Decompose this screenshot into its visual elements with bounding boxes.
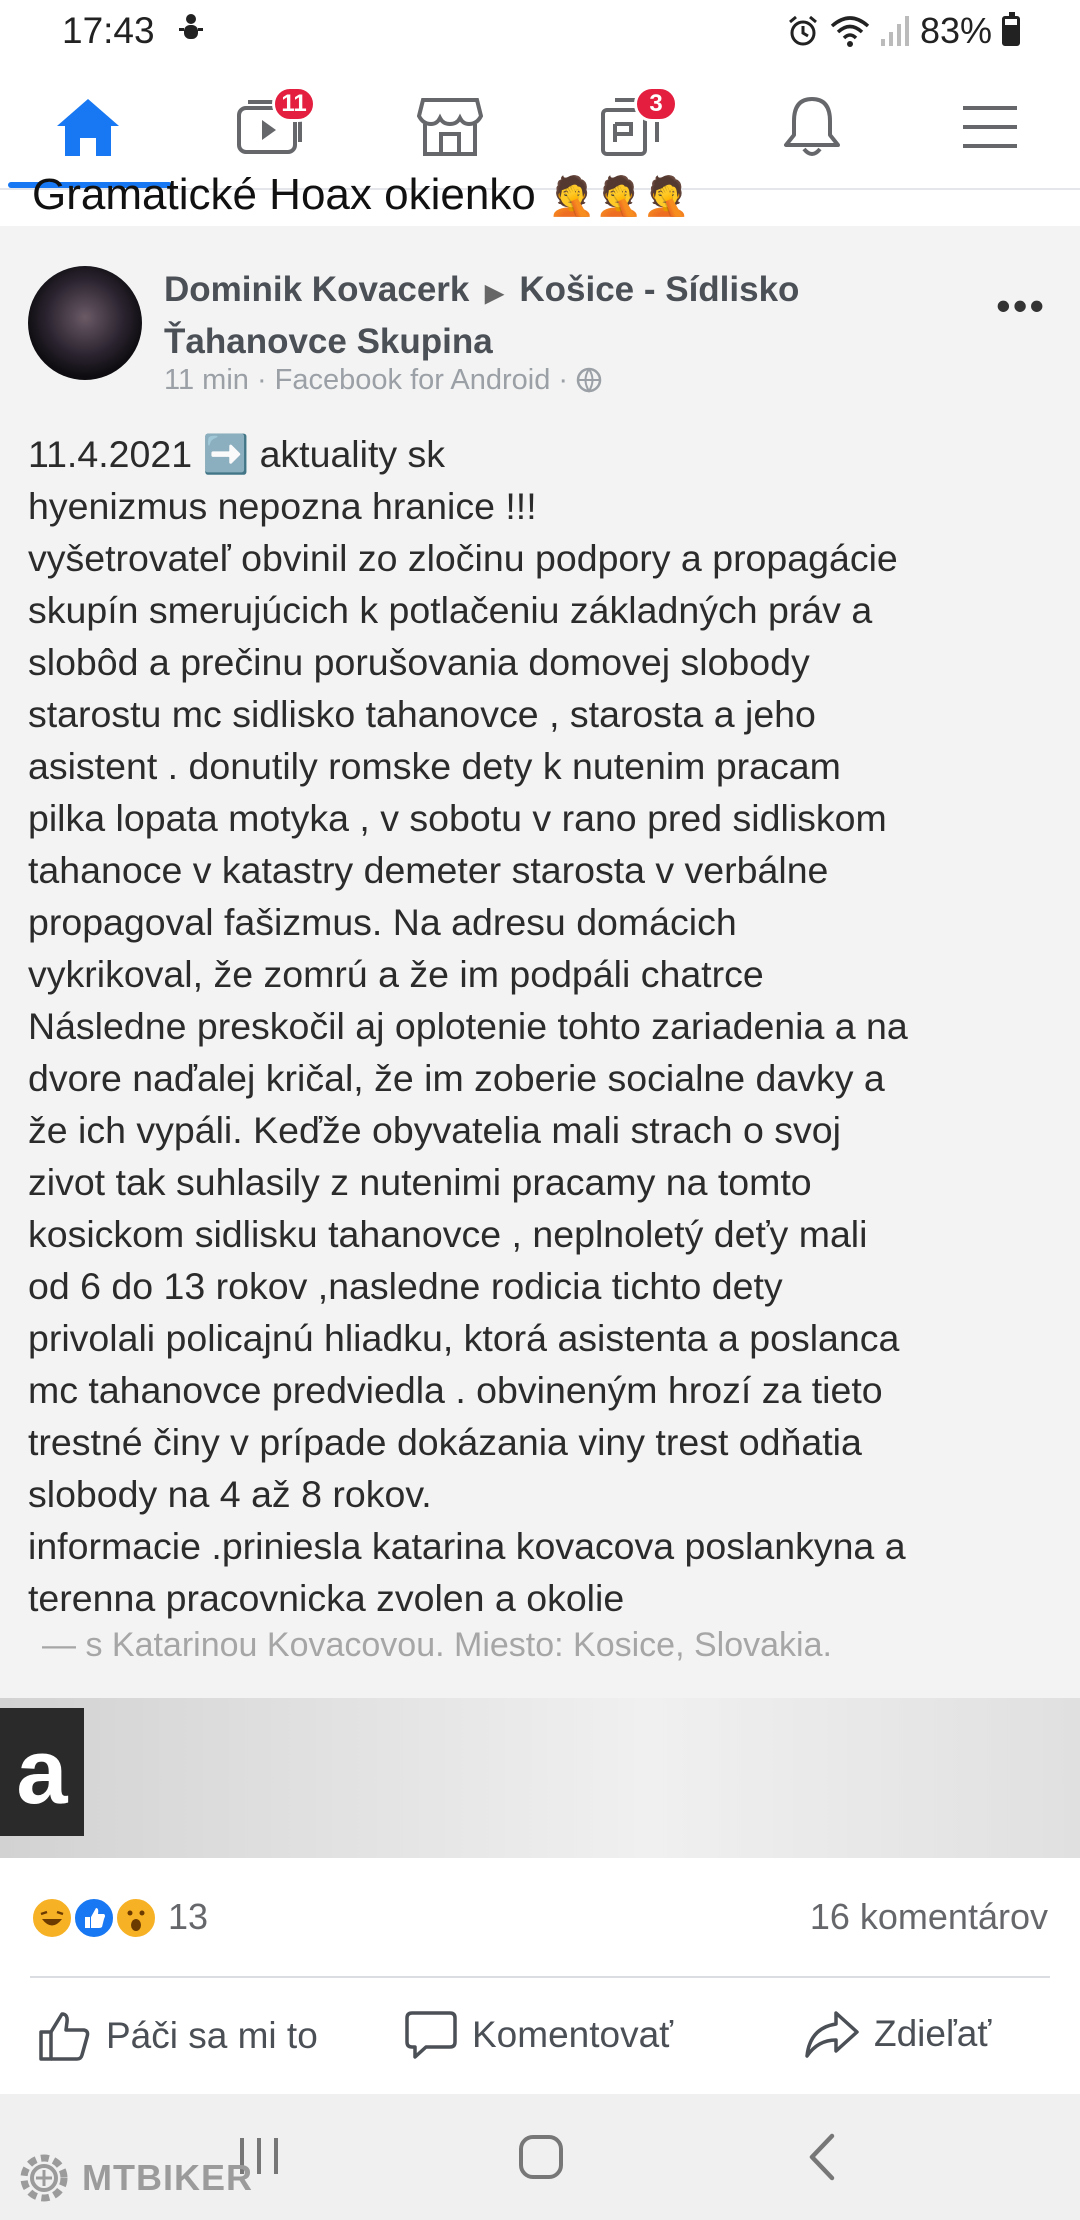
post-text-line: vyšetrovateľ obvinil zo zločinu podpory a propagácie <box>28 537 898 579</box>
post-text-line: asistent . donutily romske dety k nutenim pracam <box>28 745 841 787</box>
share-label: Zdieľať <box>874 2013 992 2054</box>
watch-badge: 11 <box>272 86 316 122</box>
post-text-line: zivot tak suhlasily z nutenimi pracamy na tomto <box>28 1161 812 1203</box>
post-meta-text: 11 min · Facebook for Android · <box>164 364 577 396</box>
post-body <box>28 428 1068 1624</box>
post-text-line: trestné činy v prípade dokázania viny trest odňatia <box>28 1421 862 1463</box>
status-bar <box>0 0 1080 62</box>
mtbiker-watermark <box>14 2148 253 2208</box>
tab-menu[interactable] <box>930 82 1050 172</box>
post-text-line: terenna pracovnicka zvolen a okolie <box>28 1577 625 1619</box>
post-text-line: dvore naďalej kričal, že im zoberie socialne davky a <box>28 1057 885 1099</box>
thumb-up-icon <box>38 2010 92 2062</box>
notification-icon <box>178 12 204 50</box>
like-icon <box>72 1896 116 1940</box>
wifi-icon <box>830 14 870 48</box>
tab-notifications[interactable] <box>752 82 872 172</box>
post-headline <box>32 170 690 220</box>
post-text-line: od 6 do 13 rokov ,nasledne rodicia tichto dety <box>28 1265 783 1307</box>
home-icon <box>54 96 122 158</box>
post-author <box>164 266 884 366</box>
like-label: Páči sa mi to <box>106 2015 318 2056</box>
facepalm-emoji: 🤦🤦🤦 <box>548 176 690 218</box>
post-text-line: slobôd a prečinu porušovania domovej slobody <box>28 641 810 683</box>
pages-badge: 3 <box>634 86 678 122</box>
share-button[interactable] <box>804 2010 991 2058</box>
signal-icon <box>880 15 910 47</box>
link-preview-strip <box>0 1698 1080 1858</box>
post-text-line: slobody na 4 až 8 rokov. <box>28 1473 432 1515</box>
watermark-text: MTBIKER <box>82 2157 253 2198</box>
tab-marketplace[interactable] <box>390 82 510 172</box>
post-text-line: propagoval fašizmus. Na adresu domácich <box>28 901 737 943</box>
post-text-line: pilka lopata motyka , v sobotu v rano pred sidliskom <box>28 797 887 839</box>
post-text-line: že ich vypáli. Keďže obyvatelia mali strach o svoj <box>28 1109 841 1151</box>
post-text-line: kosickom sidlisku tahanovce , neplnoletý deťy mali <box>28 1213 868 1255</box>
more-options-icon: ••• <box>996 282 1047 329</box>
home-button-icon[interactable] <box>518 2134 564 2185</box>
globe-icon <box>576 367 602 393</box>
wow-icon <box>114 1896 158 1940</box>
comment-icon <box>404 2010 458 2060</box>
alarm-icon <box>786 14 820 48</box>
post-text-line: 11.4.2021 ➡️ aktuality sk <box>28 433 446 475</box>
group-name: Košice - Sídlisko Ťahanovce Skupina <box>164 270 800 361</box>
post-text-line: mc tahanovce predviedla . obvineným hrozí za tieto <box>28 1369 883 1411</box>
bell-icon <box>782 95 842 159</box>
post-text-line: vykrikoval, že zomrú a že im podpáli chatrce <box>28 953 764 995</box>
tab-home[interactable] <box>28 82 148 172</box>
post-tagline: — s Katarinou Kovacovou. Miesto: Kosice, Slovakia. <box>42 1626 832 1664</box>
comment-label: Komentovať <box>472 2014 674 2055</box>
post-text-line: skupín smerujúcich k potlačeniu základných práv a <box>28 589 873 631</box>
share-icon <box>804 2010 860 2058</box>
comment-button[interactable] <box>404 2010 673 2060</box>
hamburger-icon <box>961 102 1019 152</box>
post-text-line: hyenizmus nepozna hranice !!! <box>28 485 537 527</box>
haha-icon <box>30 1896 74 1940</box>
site-logo: a <box>0 1708 84 1836</box>
avatar <box>28 266 142 380</box>
post-text-line: starostu mc sidlisko tahanovce , starosta a jeho <box>28 693 816 735</box>
back-icon[interactable] <box>804 2132 838 2187</box>
post-meta <box>164 364 602 397</box>
post-text-line: privolali policajnú hliadku, ktorá asistenta a poslanca <box>28 1317 900 1359</box>
store-icon <box>417 96 483 158</box>
reaction-count[interactable]: 13 <box>168 1896 209 1937</box>
like-button[interactable] <box>38 2010 318 2062</box>
battery-percent: 83% <box>919 10 992 51</box>
headline-text: Gramatické Hoax okienko <box>32 170 536 219</box>
post-text-line: informacie .priniesla katarina kovacova poslankyna a <box>28 1525 906 1567</box>
arrow-right-icon: ▶ <box>485 280 504 307</box>
post-text-line: Následne preskočil aj oplotenie tohto zariadenia a na <box>28 1005 908 1047</box>
gear-icon <box>14 2148 74 2208</box>
author-name: Dominik Kovacerk <box>164 270 470 309</box>
post-text-line: tahanoce v katastry demeter starosta v verbálne <box>28 849 829 891</box>
status-right <box>786 10 1020 52</box>
status-time: 17:43 <box>62 10 155 51</box>
battery-icon <box>1002 16 1020 46</box>
comment-count[interactable]: 16 komentárov <box>809 1896 1048 1937</box>
